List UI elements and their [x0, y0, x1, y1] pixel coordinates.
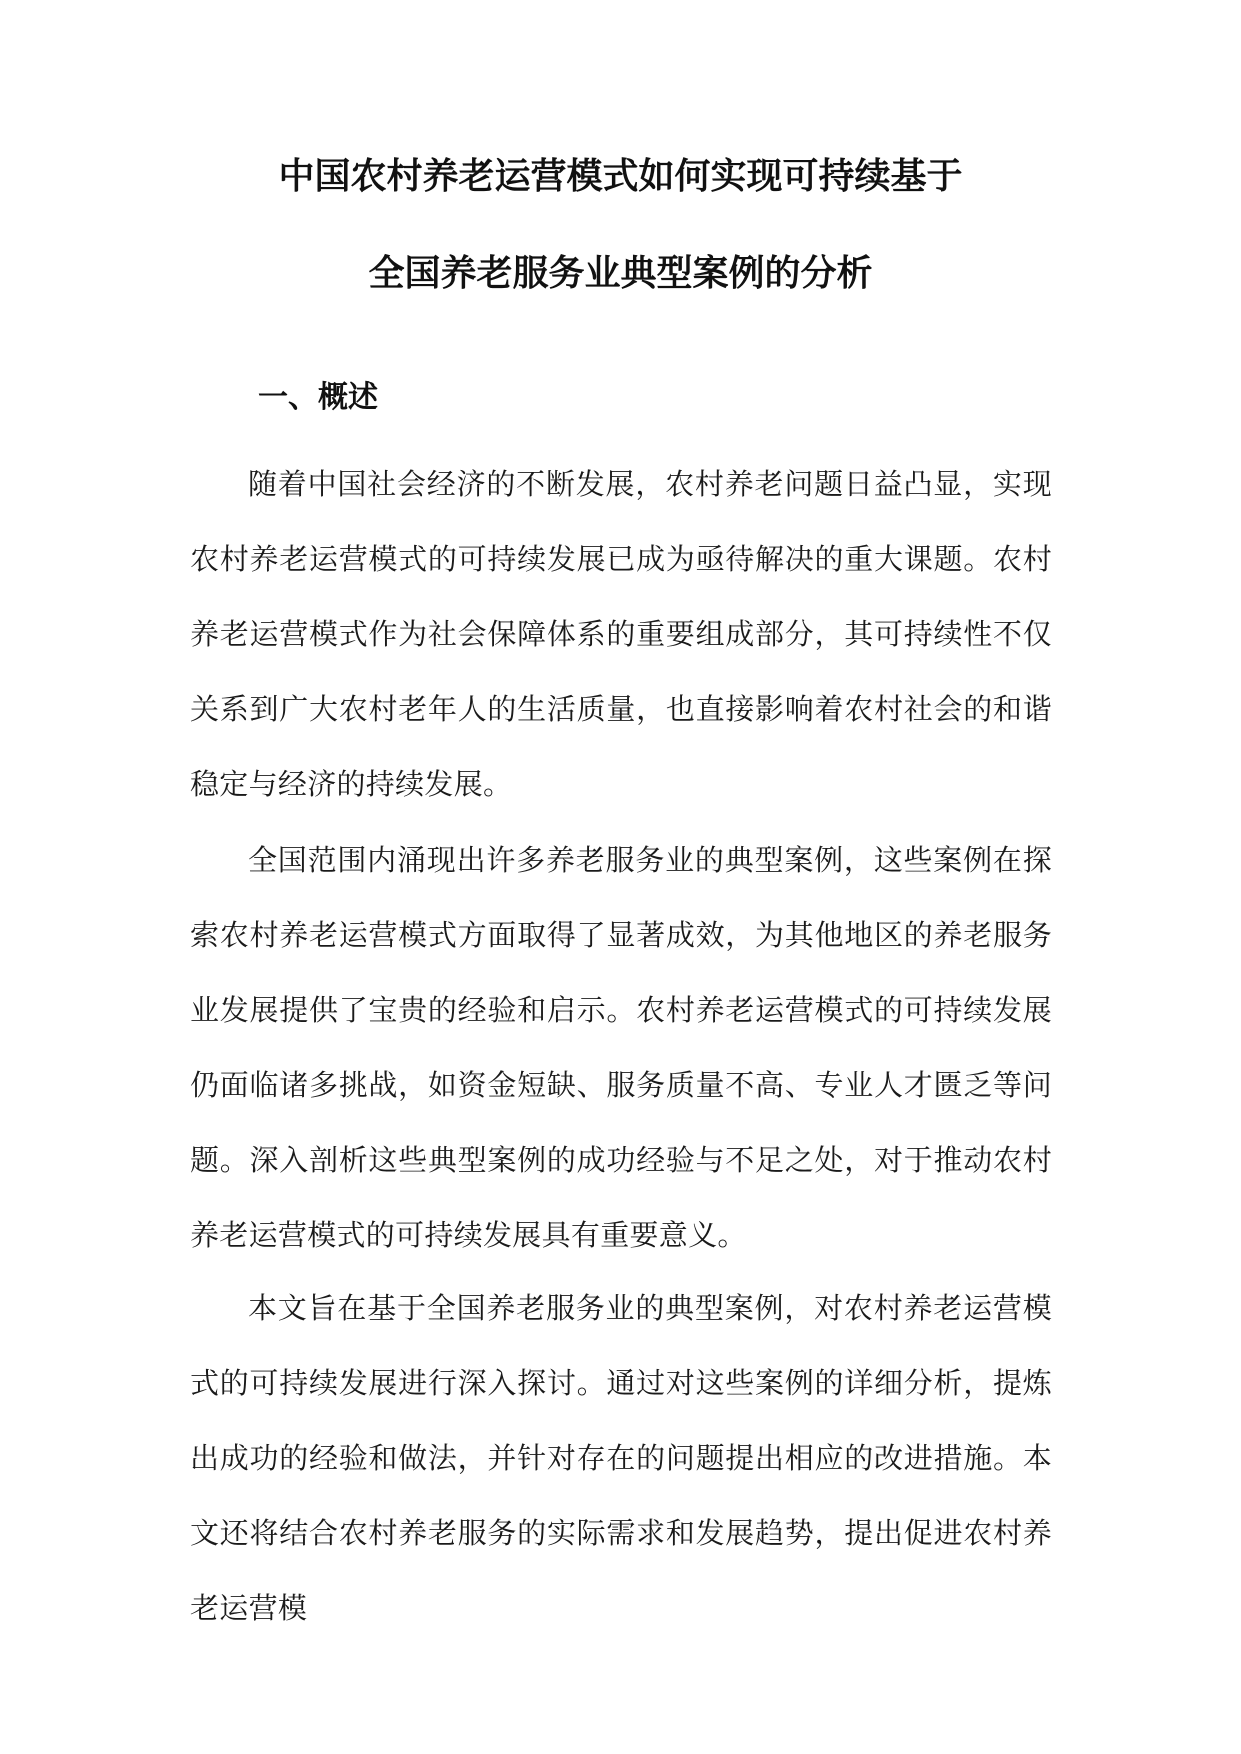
body-paragraph: 本文旨在基于全国养老服务业的典型案例，对农村养老运营模式的可持续发展进行深入探讨。通过对这些案例的详细分析，提炼出成功的经验和做法，并针对存在的问题提出相应的改进措施。本文还将结合农村养老服务的实际需求和发展趋势，提出促进农村养老运营模	[190, 1291, 1052, 1625]
section-heading-overview: 一、概述	[258, 380, 378, 415]
body-paragraph: 全国范围内涌现出许多养老服务业的典型案例，这些案例在探索农村养老运营模式方面取得了显著成效，为其他地区的养老服务业发展提供了宝贵的经验和启示。农村养老运营模式的可持续发展仍面临诸多挑战，如资金短缺、服务质量不高、专业人才匮乏等问题。深入剖析这些典型案例的成功经验与不足之处，对于推动农村养老运营模式的可持续发展具有重要意义。	[190, 843, 1052, 1252]
document-title-line-1: 中国农村养老运营模式如何实现可持续基于	[278, 156, 963, 197]
body-paragraph: 随着中国社会经济的不断发展，农村养老问题日益凸显，实现农村养老运营模式的可持续发展已成为亟待解决的重大课题。农村养老运营模式作为社会保障体系的重要组成部分，其可持续性不仅关系到广大农村老年人的生活质量，也直接影响着农村社会的和谐稳定与经济的持续发展。	[190, 467, 1052, 801]
document-title-line-2: 全国养老服务业典型案例的分析	[368, 253, 873, 294]
